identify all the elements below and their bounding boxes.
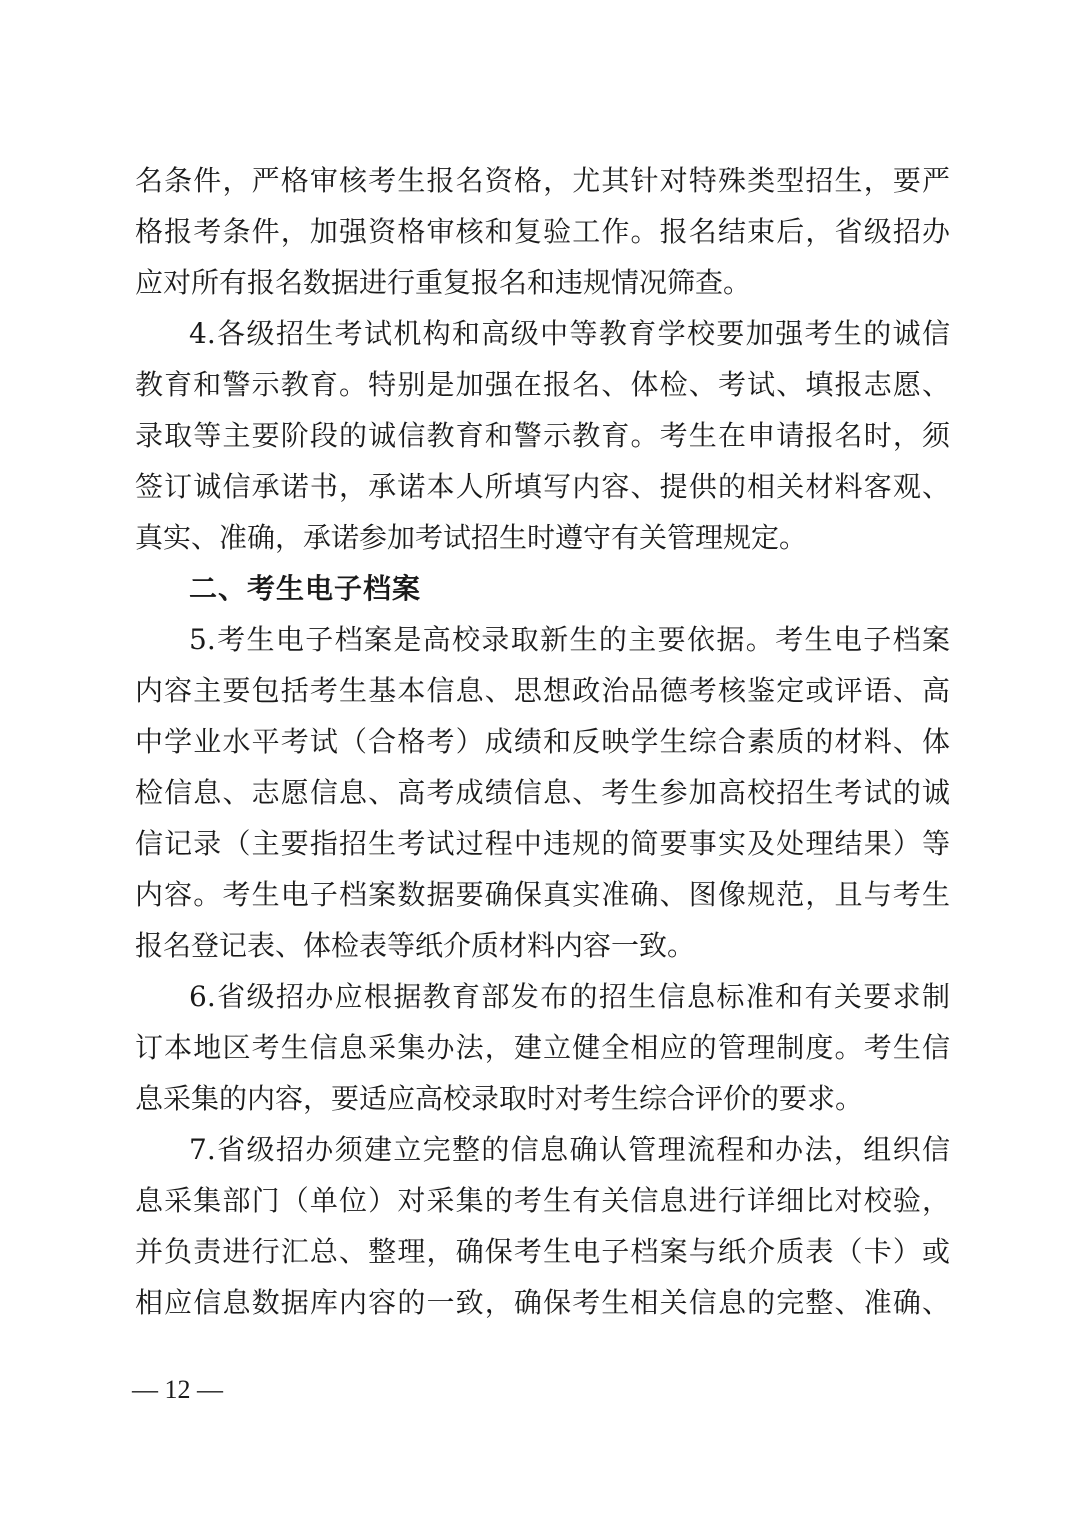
body-text-line: 名条件，严格审核考生报名资格，尤其针对特殊类型招生，要严 [135, 164, 950, 197]
body-text-line: 录取等主要阶段的诚信教育和警示教育。考生在申请报名时，须 [135, 419, 950, 452]
body-text-line: 信记录（主要指招生考试过程中违规的简要事实及处理结果）等 [135, 827, 950, 860]
paragraph-first-line: 6.省级招办应根据教育部发布的招生信息标准和有关要求制 [189, 980, 950, 1013]
page-number: — 12 — [132, 1375, 223, 1404]
body-text-line: 中学业水平考试（合格考）成绩和反映学生综合素质的材料、体 [135, 725, 950, 758]
body-text-line: 签订诚信承诺书，承诺本人所填写内容、提供的相关材料客观、 [135, 470, 950, 503]
body-text-line: 教育和警示教育。特别是加强在报名、体检、考试、填报志愿、 [135, 368, 950, 401]
body-text-line: 息采集部门（单位）对采集的考生有关信息进行详细比对校验， [135, 1184, 950, 1217]
body-text-line: 并负责进行汇总、整理，确保考生电子档案与纸介质表（卡）或 [135, 1235, 950, 1268]
paragraph-first-line: 5.考生电子档案是高校录取新生的主要依据。考生电子档案 [189, 623, 950, 656]
body-text-line: 订本地区考生信息采集办法，建立健全相应的管理制度。考生信 [135, 1031, 950, 1064]
section-heading: 二、考生电子档案 [189, 572, 422, 605]
body-text-line: 相应信息数据库内容的一致，确保考生相关信息的完整、准确、 [135, 1286, 950, 1319]
body-text-line: 真实、准确，承诺参加考试招生时遵守有关管理规定。 [135, 521, 808, 554]
body-text-line: 内容。考生电子档案数据要确保真实准确、图像规范，且与考生 [135, 878, 950, 911]
body-text-line: 应对所有报名数据进行重复报名和违规情况筛查。 [135, 266, 752, 299]
body-text-line: 格报考条件，加强资格审核和复验工作。报名结束后，省级招办 [135, 215, 950, 248]
body-text-line: 检信息、志愿信息、高考成绩信息、考生参加高校招生考试的诚 [135, 776, 950, 809]
body-text-line: 报名登记表、体检表等纸介质材料内容一致。 [135, 929, 696, 962]
body-text-line: 内容主要包括考生基本信息、思想政治品德考核鉴定或评语、高 [135, 674, 950, 707]
body-text-line: 息采集的内容，要适应高校录取时对考生综合评价的要求。 [135, 1082, 864, 1115]
paragraph-first-line: 4.各级招生考试机构和高级中等教育学校要加强考生的诚信 [189, 317, 950, 350]
paragraph-first-line: 7.省级招办须建立完整的信息确认管理流程和办法，组织信 [189, 1133, 950, 1166]
